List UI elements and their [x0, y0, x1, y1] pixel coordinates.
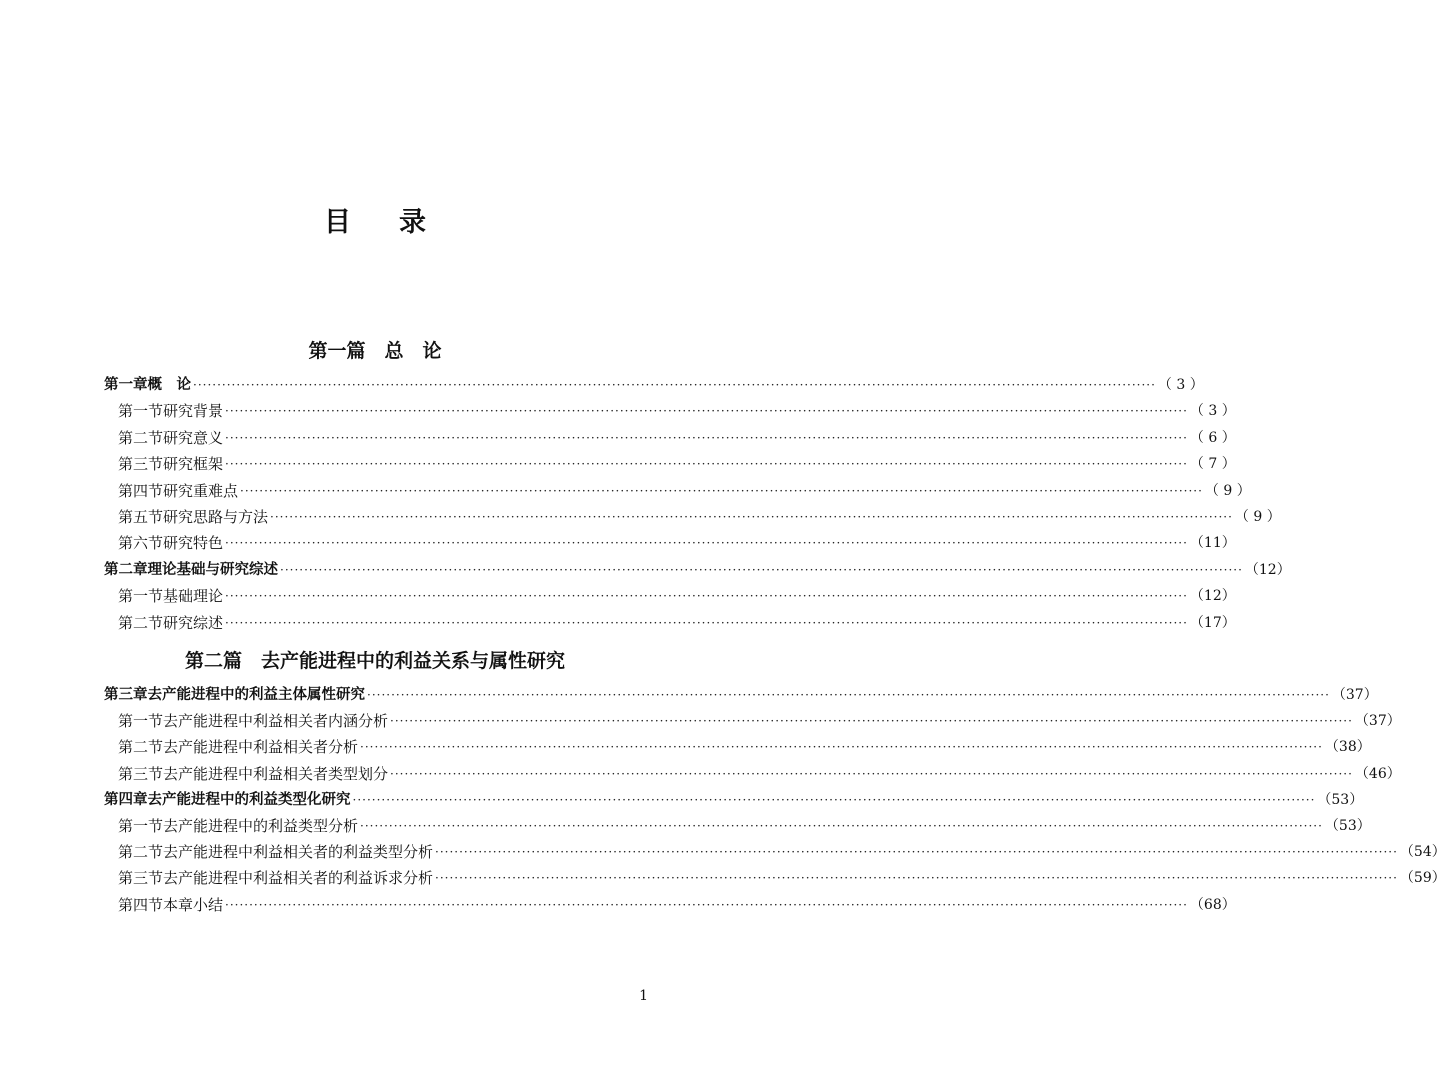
entry-page: （38） [1324, 739, 1371, 756]
entry-title: 去产能进程中的利益类型分析 [163, 817, 359, 835]
entry-title: 去产能进程中的利益类型化研究 [147, 791, 351, 808]
entry-number: 第一节 [118, 817, 164, 835]
entry-page: （53） [1317, 791, 1364, 808]
entry-page: （37） [1331, 687, 1378, 703]
entry-page: （11） [1189, 535, 1236, 552]
entry-title: 概 论 [147, 377, 191, 393]
entry-number: 第四章 [104, 791, 148, 808]
entry-number: 第二节 [118, 738, 164, 757]
toc-section-entry[interactable] [118, 813, 1371, 839]
entry-page: （ 9 ） [1234, 509, 1281, 525]
dot-leader: ········································································································································································································ [240, 483, 1203, 498]
toc-section-entry[interactable] [118, 504, 1281, 530]
toc-section-entry[interactable] [118, 610, 1236, 636]
dot-leader: ········································································································································································································ [225, 536, 1188, 551]
entry-page: （68） [1189, 896, 1236, 913]
toc-section-entry[interactable] [118, 892, 1236, 918]
entry-page: （37） [1354, 713, 1401, 730]
entry-title: 研究意义 [163, 428, 224, 447]
entry-page: （12） [1244, 561, 1291, 578]
entry-title: 去产能进程中利益相关者的利益类型分析 [163, 843, 434, 862]
dot-leader: ········································································································································································································ [225, 457, 1188, 472]
toc-section-entry[interactable] [118, 583, 1236, 609]
toc-section-entry[interactable] [118, 734, 1371, 760]
toc-section-entry[interactable] [118, 708, 1401, 734]
entry-number: 第四节 [118, 895, 164, 914]
part-heading: 第二篇 去产能进程中的利益关系与属性研究 [184, 650, 565, 672]
entry-page: （ 3 ） [1189, 403, 1236, 420]
toc-section-entry[interactable] [118, 761, 1401, 787]
entry-number: 第一节 [118, 712, 164, 731]
toc-chapter-entry[interactable] [104, 682, 1378, 708]
dot-leader: ········································································································································································································ [360, 819, 1323, 833]
dot-leader: ········································································································································································································ [390, 714, 1353, 729]
dot-leader: ········································································································································································································ [352, 792, 1316, 807]
entry-title: 研究特色 [163, 534, 224, 553]
entry-number: 第一节 [118, 402, 164, 421]
dot-leader: ········································································································································································································ [225, 430, 1188, 445]
toc-section-entry[interactable] [118, 478, 1251, 504]
entry-title: 研究框架 [163, 455, 224, 474]
dot-leader: ········································································································································································································ [225, 897, 1188, 912]
entry-page: （ 9 ） [1204, 482, 1251, 499]
entry-page: （53） [1324, 818, 1371, 834]
entry-number: 第四节 [118, 481, 164, 500]
toc-section-entry[interactable] [118, 530, 1236, 556]
toc-section-entry[interactable] [118, 451, 1236, 477]
toc-section-entry[interactable] [118, 425, 1236, 451]
entry-number: 第三章 [104, 687, 148, 703]
toc-section-entry[interactable] [118, 865, 1446, 891]
toc-section-entry[interactable] [118, 398, 1236, 424]
dot-leader: ········································································································································································································ [360, 740, 1323, 755]
entry-title: 去产能进程中利益相关者类型划分 [163, 764, 389, 783]
dot-leader: ········································································································································································································ [270, 510, 1233, 524]
entry-number: 第六节 [118, 534, 164, 553]
entry-number: 第五节 [118, 508, 164, 526]
toc-section-entry[interactable] [118, 839, 1446, 865]
dot-leader: ········································································································································································································ [435, 871, 1398, 886]
toc-chapter-entry[interactable] [104, 372, 1204, 398]
toc-chapter-entry[interactable] [104, 557, 1291, 583]
entry-number: 第三节 [118, 764, 164, 783]
entry-number: 第三节 [118, 455, 164, 474]
dot-leader: ········································································································································································································ [225, 589, 1188, 604]
entry-page: （ 6 ） [1189, 429, 1236, 446]
dot-leader: ········································································································································································································ [280, 562, 1243, 577]
dot-leader: ········································································································································································································ [225, 404, 1188, 419]
entry-title: 研究背景 [163, 402, 224, 421]
entry-title: 研究综述 [163, 613, 224, 632]
entry-title: 去产能进程中利益相关者的利益诉求分析 [163, 869, 434, 888]
dot-leader: ········································································································································································································ [367, 688, 1330, 702]
entry-number: 第二节 [118, 613, 164, 632]
entry-page: （59） [1399, 870, 1446, 887]
entry-title: 去产能进程中利益相关者分析 [163, 738, 359, 757]
entry-page: （12） [1189, 588, 1236, 605]
entry-number: 第一节 [118, 587, 164, 606]
entry-number: 第一章 [104, 377, 148, 393]
dot-leader: ········································································································································································································ [390, 766, 1353, 781]
entry-title: 研究思路与方法 [163, 508, 269, 526]
page-number: 1 [639, 988, 648, 1004]
title-char-right: 录 [399, 207, 426, 238]
entry-page: （ 3 ） [1157, 377, 1204, 393]
entry-number: 第三节 [118, 869, 164, 888]
dot-leader: ········································································································································································································ [435, 845, 1398, 860]
title-char-left: 目 [324, 207, 351, 238]
part-heading: 第一篇 总 论 [308, 340, 442, 362]
dot-leader: ········································································································································································································ [225, 615, 1188, 630]
entry-title: 基础理论 [163, 587, 224, 606]
entry-page: （17） [1189, 614, 1236, 631]
entry-page: （ 7 ） [1189, 456, 1236, 473]
entry-number: 第二节 [118, 843, 164, 862]
entry-title: 去产能进程中利益相关者内涵分析 [163, 712, 389, 731]
dot-leader: ········································································································································································································ [193, 378, 1156, 392]
entry-title: 研究重难点 [163, 481, 239, 500]
entry-number: 第二节 [118, 428, 164, 447]
entry-page: （54） [1399, 844, 1446, 861]
entry-title: 本章小结 [163, 895, 224, 914]
entry-number: 第二章 [104, 561, 148, 578]
entry-title: 去产能进程中的利益主体属性研究 [147, 687, 365, 703]
entry-title: 理论基础与研究综述 [147, 561, 278, 578]
entry-page: （46） [1354, 765, 1401, 782]
toc-chapter-entry[interactable] [104, 787, 1364, 813]
